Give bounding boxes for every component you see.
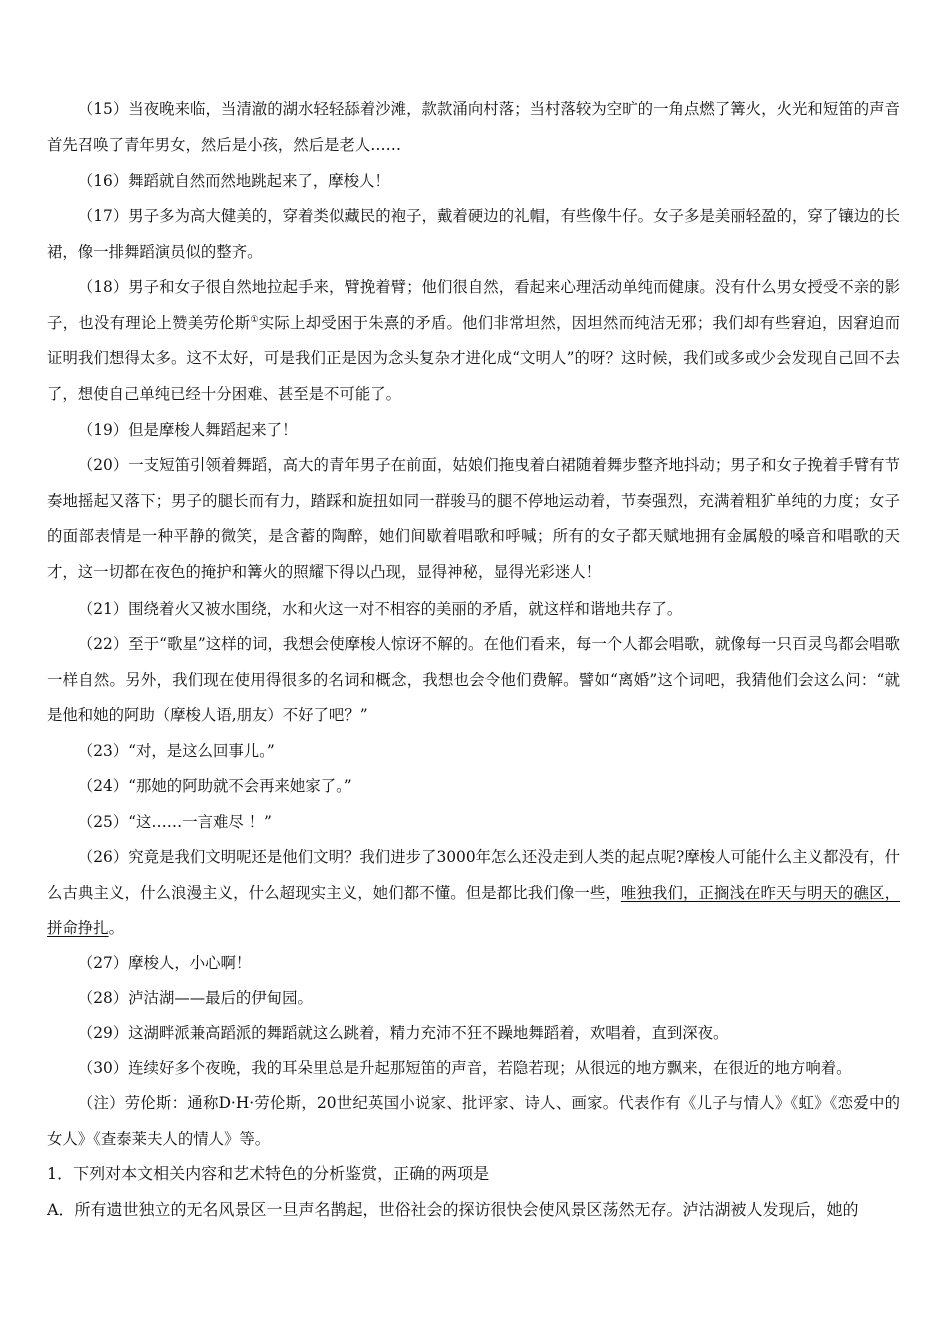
paragraph-18-text-b: 实际上却受困于朱熹的矛盾。他们非常坦然，因坦然而纯洁无邪；我们却有些窘迫，因窘迫而证明我们想得太多。这不太好，可是我们正是因为念头复杂才进化成“文明人”的呀？这时候，我们或多或少会发现自己回不去了，想使自己单纯已经十分困难、甚至是不可能了。 (47, 313, 900, 403)
question-option-a: A．所有遗世独立的无名风景区一旦声名鹊起，世俗社会的探访很快会使风景区荡然无存。泸沽湖被人发现后，她的 (47, 1200, 859, 1219)
paragraph-19: （19）但是摩梭人舞蹈起来了！ (77, 421, 298, 439)
paragraph-24: （24）“那她的阿助就不会再来她家了。” (77, 777, 352, 795)
paragraph-20: （20）一支短笛引领着舞蹈，高大的青年男子在前面，姑娘们拖曳着白裙随着舞步整齐地抖动；男子和女子挽着手臂有节奏地摇起又落下；男子的腿长而有力，踏踩和旋扭如同一群骏马的腿不停地运动着，节奏强烈，充满着粗犷单纯的力度；女子的面部表情是一种平静的微笑，是含蓄的陶醉，她们间歇着唱歌和呼喊；所有的女子都天赋地拥有金属般的嗓音和唱歌的天才，这一切都在夜色的掩护和篝火的照耀下得以凸现，显得神秘，显得光彩迷人！ (47, 456, 900, 581)
paragraph-18-text-a: （18）男子和女子很自然地拉起手来，臂挽着臂；他们很自然，看起来心理活动单纯而健康。没有什么男女授受不亲的影子，也没有理论上赞美劳伦斯 (47, 278, 900, 332)
footnote-marker: ① (250, 314, 259, 325)
author-note: （注）劳伦斯：通称D·H·劳伦斯，20世纪英国小说家、批评家、诗人、画家。代表作有《儿子与情人》《虹》《恋爱中的女人》《查泰莱夫人的情人》等。 (47, 1094, 900, 1148)
paragraph-30: （30）连续好多个夜晚，我的耳朵里总是升起那短笛的声音，若隐若现；从很远的地方飘来，在很近的地方响着。 (77, 1059, 852, 1077)
paragraph-17: （17）男子多为高大健美的，穿着类似藏民的袍子，戴着硬边的礼帽，有些像牛仔。女子多是美丽轻盈的，穿了镶边的长裙，像一排舞蹈演员似的整齐。 (47, 207, 900, 261)
paragraph-27: （27）摩梭人，小心啊！ (77, 954, 252, 972)
underlined-sentence: 唯独我们，正搁浅在昨天与明天的礁区，拼命挣扎 (47, 883, 900, 937)
paragraph-25: （25）“这……一言难尽 ！” (77, 813, 272, 831)
paragraph-16: （16）舞蹈就自然而然地跳起来了，摩梭人！ (77, 172, 390, 190)
question-stem: 1．下列对本文相关内容和艺术特色的分析鉴赏，正确的两项是 (47, 1164, 490, 1183)
paragraph-15: （15）当夜晚来临，当清澈的湖水轻轻舔着沙滩，款款涌向村落；当村落较为空旷的一角点燃了篝火，火光和短笛的声音首先召唤了青年男女，然后是小孩，然后是老人…… (47, 100, 900, 154)
paragraph-21: （21）围绕着火又被水围绕，水和火这一对不相容的美丽的矛盾，就这样和谐地共存了。 (77, 600, 683, 618)
paragraph-18 (47, 270, 900, 412)
paragraph-26 (47, 840, 900, 947)
paragraph-23: （23）“对，是这么回事儿。” (77, 742, 275, 760)
paragraph-22: （22）至于“歌星”这样的词，我想会使摩梭人惊讶不解的。在他们看来，每一个人都会唱歌，就像每一只百灵鸟都会唱歌一样自然。另外，我们现在使用得很多的名词和概念，我想也会令他们费解。譬如“离婚”这个词吧，我猜他们会这么问：“就是他和她的阿助（摩梭人语,朋友）不好了吧？” (47, 635, 900, 724)
paragraph-28: （28）泸沽湖——最后的伊甸园。 (77, 989, 313, 1007)
paragraph-26-text-b: 。 (108, 919, 124, 937)
paragraph-26-text-a: （26）究竟是我们文明呢还是他们文明？我们进步了3000年怎么还没走到人类的起点呢?摩梭人可能什么主义都没有，什么古典主义，什么浪漫主义，什么超现实主义，她们都不懂。但是都比我们像一些， (47, 848, 900, 902)
paragraph-29: （29）这湖畔派兼高蹈派的舞蹈就这么跳着，精力充沛不狂不躁地舞蹈着，欢唱着，直到深夜。 (77, 1024, 729, 1042)
